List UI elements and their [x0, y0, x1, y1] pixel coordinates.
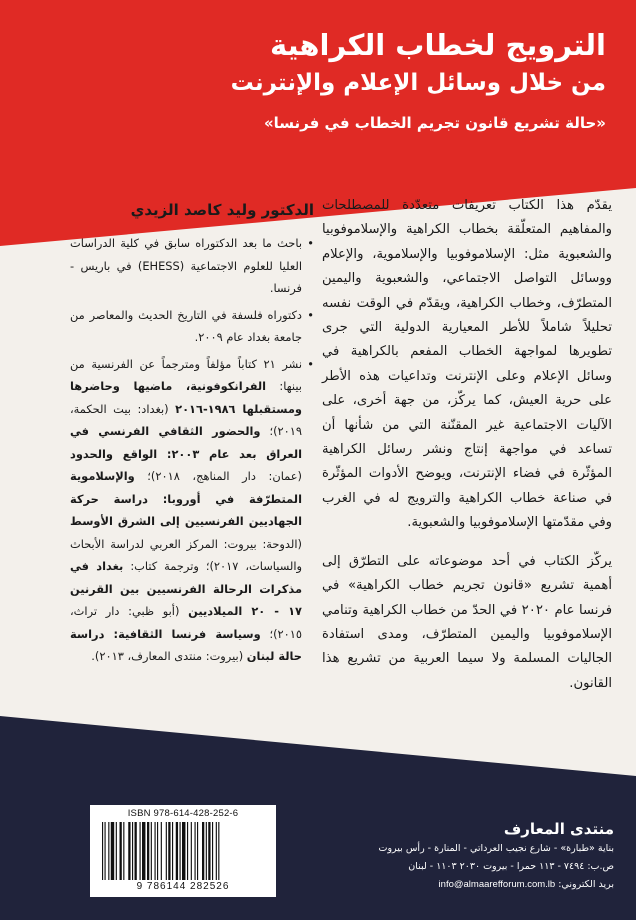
book-title-4: بغداد في مذكرات الرحالة الفرنسيين بين القرنين ١٧ - ٢٠ الميلاديين	[70, 559, 302, 618]
book-publisher-4: (أبو ظبي: دار تراث، ٢٠١٥)؛	[70, 604, 302, 641]
description-paragraph-2: يركّز الكتاب في أحد موضوعاته على التطرّق إلى أهمية تشريع «قانون تجريم خطاب الكراهية» في فرنسا عام ٢٠٢٠ في الحدّ من خطاب الكراهية وتنامي الإسلاموفوبيا واليمين المتطرّف، ومدى استفادة الجاليات المسلمة ولا سيما العربية من تشريع هذا القانون.	[322, 553, 612, 691]
book-publisher-5: (بيروت: منتدى المعارف، ٢٠١٣).	[91, 649, 247, 663]
barcode-digits: 9 786144 282526	[136, 881, 230, 892]
barcode-bar	[208, 822, 210, 880]
book-title-5: وسياسة فرنسا الثقافية: دراسة حالة لبنان	[70, 626, 302, 663]
barcode-bar	[206, 822, 207, 880]
barcode-bar	[102, 822, 103, 880]
title-block	[46, 26, 606, 136]
book-title: الترويج لخطاب الكراهية	[270, 28, 606, 62]
book-publisher-2: (عمان: دار المناهج، ٢٠١٨)؛	[134, 469, 303, 483]
bio-item-postdoc: • باحث ما بعد الدكتوراه سابق في كلية الدراسات العليا للعلوم الاجتماعية (EHESS) في باريس - فرنسا.	[70, 232, 314, 300]
publications-intro: نشر ٢١ كتاباً مؤلفاً ومترجماً عن الفرنسية من بينها:	[70, 356, 302, 393]
barcode-bar	[147, 822, 149, 880]
book-subtitle: «حالة تشريع قانون تجريم الخطاب في فرنسا»	[263, 114, 606, 132]
publisher-email-line	[314, 876, 614, 894]
publisher-info	[314, 818, 614, 894]
barcode-bar	[161, 822, 162, 880]
barcode-bar	[187, 822, 188, 880]
publisher-email: info@almaarefforum.com.lb	[438, 879, 556, 890]
barcode-bar	[151, 822, 152, 880]
barcode-bar	[182, 822, 185, 880]
book-publisher-1: (بغداد: بيت الحكمة، ٢٠١٩)؛	[70, 401, 303, 438]
isbn-barcode	[90, 805, 276, 897]
description-paragraph-1: يقدّم هذا الكتاب تعريفات متعدّدة للمصطلحات والمفاهيم المتعلّقة بخطاب الكراهية والإسلاموفوبيا والشعبوية مثل: الإسلاموفوبيا والإسلاموية، والإعلام ووسائل التواصل الاجتماعي، والشعبوية واليمين المتطرّف، وخطاب الكراهية، ويقدّم في الوقت نفسه تحليلاً شاملاً للأطر المعيارية الدولية التي جرى تطويرها لمواجهة الخطاب المفعم بالكراهية في وسائل الإعلام وعلى الإنترنت وتداعيات هذه الأطر على حرية العيش، كما يركّز، من جهة أخرى، على الآليات الاجتماعية غير المقنّنة التي من شأنها أن تساعد في مواجهة إنتاج ونشر رسائل الكراهية المؤثّرة في فضاء الإنترنت، ويوضح الأدوات المؤثّرة في صناعة خطاب الكراهية والترويج له في الغرب وفي مقدّمتها الإسلاموفوبيا والشعبوية.	[322, 198, 612, 531]
book-title-1: الفرانكوفونية، ماضيها وحاضرها ومستقبلها ١٩٨٦-٢٠١٦	[70, 379, 303, 416]
barcode-bar	[123, 822, 124, 880]
barcode-bar	[128, 822, 130, 880]
barcode-bar	[176, 822, 178, 880]
barcode-bar	[132, 822, 133, 880]
barcode-bar	[168, 822, 170, 880]
publisher-address: بناية «طبارة» - شارع نجيب العرداتي - المنارة - رأس بيروت	[378, 843, 614, 854]
barcode-bar	[111, 822, 114, 880]
barcode-bar	[180, 822, 181, 880]
barcode-bar	[218, 822, 219, 880]
barcode-bar	[195, 822, 196, 880]
bio-item-phd: • دكتوراه فلسفة في التاريخ الحديث والمعاصر من جامعة بغداد عام ٢٠٠٩.	[70, 304, 314, 349]
book-title-3: والإسلاموية المتطرّفة في أوروبا: دراسة حركة الجهاديين الفرنسيين إلى الشرق الأوسط	[70, 469, 302, 528]
barcode-bar	[120, 822, 122, 880]
email-label: بريد الكتروني:	[555, 879, 614, 890]
barcode-bar	[140, 822, 141, 880]
barcode-bar	[166, 822, 167, 880]
barcode-bar	[212, 822, 213, 880]
book-title-2: والحضور الثقافي الفرنسي في العراق بعد عام ٢٠٠٣: الواقع والحدود	[70, 424, 302, 461]
barcode-bar	[191, 822, 192, 880]
barcode-bars	[100, 822, 266, 880]
barcode-bar	[172, 822, 173, 880]
book-title-line-2: من خلال وسائل الإعلام والإنترنت	[230, 70, 606, 96]
author-bio-list	[70, 232, 314, 668]
barcode-bar	[142, 822, 145, 880]
publisher-pobox: ص.ب: ٧٤٩٤ - ١١٣ حمرا - بيروت ٢٠٣٠ ١١٠٣ - لبنان	[408, 861, 614, 872]
barcode-bar	[157, 822, 158, 880]
barcode-bar	[108, 822, 109, 880]
publisher-logo-name: منتدى المعارف	[503, 820, 614, 838]
barcode-bar	[202, 822, 204, 880]
barcode-bar	[197, 822, 198, 880]
bio-item-publications	[70, 353, 314, 668]
isbn-label: ISBN 978-614-428-252-6	[127, 808, 239, 819]
author-section	[70, 198, 314, 672]
book-publisher-3: (الدوحة: بيروت: المركز العربي لدراسة الأبحاث والسياسات، ٢٠١٧)؛ وترجمة كتاب:	[70, 536, 302, 573]
barcode-bar	[216, 822, 217, 880]
barcode-bar	[155, 822, 156, 880]
barcode-bar	[116, 822, 117, 880]
author-name: الدكتور وليد كاصد الزيدي	[130, 201, 314, 219]
barcode-bar	[135, 822, 137, 880]
book-description	[322, 194, 612, 696]
barcode-bar	[105, 822, 106, 880]
